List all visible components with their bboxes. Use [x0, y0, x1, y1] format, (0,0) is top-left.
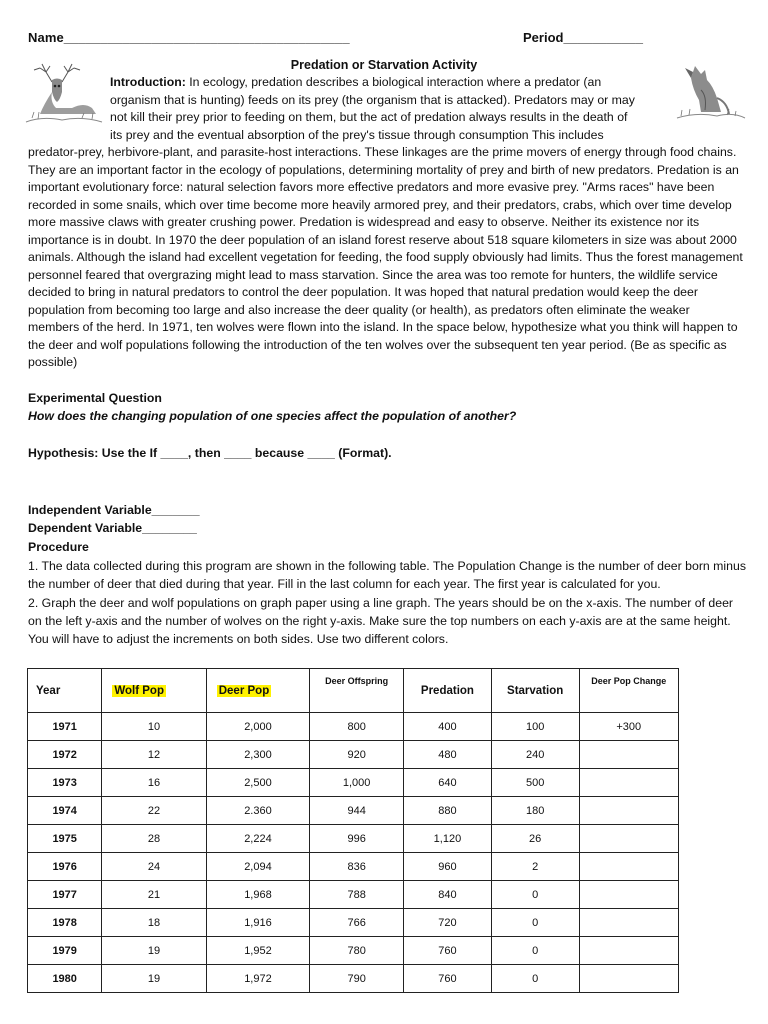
header-predation: Predation: [404, 669, 492, 713]
cell-deer-pop-change[interactable]: [579, 769, 678, 797]
procedure-heading: Procedure: [28, 540, 89, 554]
cell-starvation: 100: [491, 713, 579, 741]
cell-wolf-pop: 28: [102, 825, 206, 853]
experimental-question: How does the changing population of one species affect the population of another?: [28, 409, 517, 423]
cell-wolf-pop: 16: [102, 769, 206, 797]
table-row: [28, 909, 679, 937]
cell-deer-pop: 1,968: [206, 881, 309, 909]
cell-wolf-pop: 19: [102, 937, 206, 965]
cell-deer-pop: 2,500: [206, 769, 309, 797]
cell-year: 1974: [28, 797, 102, 825]
cell-year: 1978: [28, 909, 102, 937]
table-row: [28, 853, 679, 881]
cell-deer-pop: 1,972: [206, 965, 309, 993]
intro-body: predator-prey, herbivore-plant, and parasite-host interactions. These linkages are the prime movers of energy through food chains. They are an important factor in the ecology of populations, determining mortality of prey and birth of new predators. Predation is an important evolutionary force: natural selection favors more effective predators and more evasive prey. "Arms races" have been recorded in some snails, which over time become more heavily armored prey, and their predators, crabs, which over time develop more massive claws with greater crushing power. Predation is widespread and easy to observe. Neither its existence nor its importance is in doubt. In 1970 the deer population of an island forest reserve about 518 square kilometers in size was about 2000 animals. Although the island had excellent vegetation for feeding, the food supply obviously had limits. Thus the forest management personnel feared that overgrazing might lead to mass starvation. Since the area was too remote for hunters, the wildlife service decided to bring in natural predators to control the deer population. It was hoped that natural predation would keep the deer population from becoming too large and also increase the deer quality (or health), as predators often eliminate the weaker members of the herd. In 1971, ten wolves were flown into the island. In the space below, hypothesize what you think will happen to the deer and wolf populations following the introduction of the ten wolves over the subsequent ten year period. (Be as specific as possible): [28, 145, 743, 369]
cell-year: 1976: [28, 853, 102, 881]
cell-wolf-pop: 22: [102, 797, 206, 825]
experimental-question-heading: Experimental Question: [28, 391, 162, 405]
cell-wolf-pop: 19: [102, 965, 206, 993]
table-row: [28, 937, 679, 965]
intro-line-3: not kill their prey prior to feeding on them, but the act of predation always results in the death of: [110, 110, 628, 124]
cell-starvation: 240: [491, 741, 579, 769]
cell-year: 1973: [28, 769, 102, 797]
header-deer-pop: Deer Pop: [206, 669, 309, 713]
cell-deer-pop: 2.360: [206, 797, 309, 825]
table-row: [28, 825, 679, 853]
header-wolf-pop: Wolf Pop: [102, 669, 206, 713]
cell-deer-offspring: 800: [310, 713, 404, 741]
cell-wolf-pop: 18: [102, 909, 206, 937]
intro-line-4: its prey and the eventual absorption of the prey's tissue through consumption This includes: [110, 127, 604, 142]
cell-year: 1979: [28, 937, 102, 965]
cell-wolf-pop: 12: [102, 741, 206, 769]
cell-year: 1977: [28, 881, 102, 909]
cell-deer-pop: 2,300: [206, 741, 309, 769]
intro-line-1: Introduction: In ecology, predation describes a biological interaction where a predator (an: [110, 75, 602, 89]
cell-deer-pop-change[interactable]: [579, 797, 678, 825]
cell-deer-offspring: 788: [310, 881, 404, 909]
table-row: [28, 965, 679, 993]
intro-line-2: organism that is hunting) feeds on its prey (the organism that is attacked). Predators may or may: [110, 92, 635, 107]
cell-predation: 400: [404, 713, 492, 741]
cell-deer-pop-change[interactable]: [579, 825, 678, 853]
cell-predation: 960: [404, 853, 492, 881]
cell-deer-pop: 1,916: [206, 909, 309, 937]
cell-year: 1980: [28, 965, 102, 993]
cell-deer-pop: 2,224: [206, 825, 309, 853]
table-header-row: [28, 669, 679, 713]
table-row: [28, 881, 679, 909]
cell-starvation: 0: [491, 909, 579, 937]
cell-wolf-pop: 10: [102, 713, 206, 741]
cell-deer-pop-change[interactable]: [579, 937, 678, 965]
cell-wolf-pop: 24: [102, 853, 206, 881]
cell-predation: 480: [404, 741, 492, 769]
cell-starvation: 180: [491, 797, 579, 825]
cell-deer-pop: 2,000: [206, 713, 309, 741]
header-deer-offspring: Deer Offspring: [310, 669, 404, 713]
table-row: [28, 797, 679, 825]
cell-deer-pop-change[interactable]: [579, 741, 678, 769]
cell-predation: 840: [404, 881, 492, 909]
cell-deer-pop-change[interactable]: [579, 909, 678, 937]
cell-deer-offspring: 790: [310, 965, 404, 993]
cell-deer-pop-change[interactable]: [579, 853, 678, 881]
table-row: [28, 741, 679, 769]
cell-deer-offspring: 836: [310, 853, 404, 881]
cell-wolf-pop: 21: [102, 881, 206, 909]
hypothesis-prompt[interactable]: Hypothesis: Use the If ____, then ____ because ____ (Format).: [28, 446, 392, 460]
procedure-step-1: 1. The data collected during this program are shown in the following table. The Population Change is the number of deer born minus the number of deer that died during that year. Fill in the last column for each year. The first year is calculated for you.: [28, 559, 746, 591]
procedure-step-2: 2. Graph the deer and wolf populations on graph paper using a line graph. The years should be on the x-axis. The number of deer on the left y-axis and the number of wolves on the right y-axis. Make sure the top numbers on each y-axis are at the same height. You will have to adjust the increments on both sides. Use two different colors.: [28, 596, 734, 646]
cell-year: 1971: [28, 713, 102, 741]
cell-deer-pop: 2,094: [206, 853, 309, 881]
header-starvation: Starvation: [491, 669, 579, 713]
cell-deer-pop-change[interactable]: +300: [579, 713, 678, 741]
cell-deer-offspring: 996: [310, 825, 404, 853]
introduction-paragraph: [28, 74, 744, 372]
cell-predation: 640: [404, 769, 492, 797]
cell-starvation: 0: [491, 965, 579, 993]
cell-predation: 760: [404, 937, 492, 965]
cell-starvation: 2: [491, 853, 579, 881]
cell-deer-pop-change[interactable]: [579, 881, 678, 909]
period-field[interactable]: Period___________: [523, 30, 643, 45]
cell-year: 1975: [28, 825, 102, 853]
dependent-variable-field[interactable]: Dependent Variable________: [28, 521, 197, 535]
cell-deer-offspring: 944: [310, 797, 404, 825]
cell-starvation: 26: [491, 825, 579, 853]
cell-deer-offspring: 780: [310, 937, 404, 965]
cell-predation: 1,120: [404, 825, 492, 853]
cell-predation: 720: [404, 909, 492, 937]
header-deer-pop-change: Deer Pop Change: [579, 669, 678, 713]
independent-variable-field[interactable]: Independent Variable_______: [28, 503, 200, 517]
cell-starvation: 0: [491, 937, 579, 965]
cell-deer-pop-change[interactable]: [579, 965, 678, 993]
cell-deer-pop: 1,952: [206, 937, 309, 965]
table-row: [28, 769, 679, 797]
cell-predation: 880: [404, 797, 492, 825]
cell-deer-offspring: 1,000: [310, 769, 404, 797]
cell-deer-offspring: 920: [310, 741, 404, 769]
cell-predation: 760: [404, 965, 492, 993]
name-field[interactable]: Name_______________________________________: [28, 30, 350, 45]
cell-starvation: 0: [491, 881, 579, 909]
table-row: [28, 713, 679, 741]
cell-starvation: 500: [491, 769, 579, 797]
header-year: Year: [28, 669, 102, 713]
page-title: Predation or Starvation Activity: [290, 58, 478, 72]
cell-deer-offspring: 766: [310, 909, 404, 937]
cell-year: 1972: [28, 741, 102, 769]
population-data-table: [27, 668, 679, 993]
